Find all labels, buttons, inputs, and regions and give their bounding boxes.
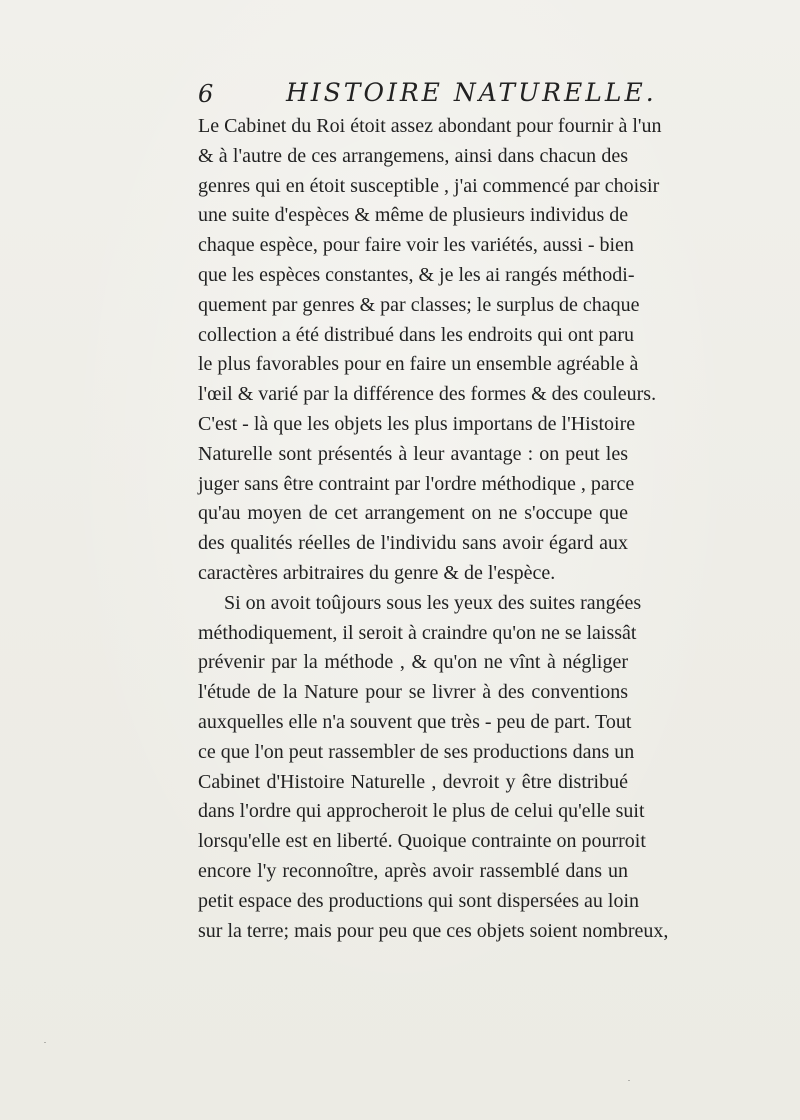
running-title: HISTOIRE NATURELLE. [286,78,657,107]
text-line: chaque espèce, pour faire voir les variétés, aussi - bien [198,234,634,257]
body-text [198,112,669,946]
text-line: l'étude de la Nature pour se livrer à des conventions [198,681,628,704]
text-line: qu'au moyen de cet arrangement on ne s'occupe que [198,502,628,525]
text-line: ce que l'on peut rassembler de ses productions dans un [198,740,635,763]
text-line: petit espace des productions qui sont dispersées au loin [198,889,640,912]
text-line: méthodiquement, il seroit à craindre qu'on ne se laissât [198,621,637,644]
paper-speck [628,1080,630,1081]
text-line: prévenir par la méthode , & qu'on ne vînt à négliger [198,651,628,674]
text-line: genres qui en étoit susceptible , j'ai commencé par choisir [198,174,660,197]
text-line: auxquelles elle n'a souvent que très - peu de part. Tout [198,710,632,733]
text-line: encore l'y reconnoître, après avoir rassemblé dans un [198,859,628,882]
text-line: caractères arbitraires du genre & de l'espèce. [198,561,556,584]
text-line: collection a été distribué dans les endroits qui ont paru [198,323,634,346]
text-line: lorsqu'elle est en liberté. Quoique contrainte on pourroit [198,830,646,853]
text-line: Naturelle sont présentés à leur avantage : on peut les [198,442,628,465]
text-line: & à l'autre de ces arrangemens, ainsi dans chacun des [198,144,628,167]
text-line: quement par genres & par classes; le surplus de chaque [198,293,640,316]
text-line: des qualités réelles de l'individu sans avoir égard aux [198,532,628,555]
paper-speck [44,1042,46,1043]
text-line: l'œil & varié par la différence des formes & des couleurs. [198,383,657,406]
text-line: que les espèces constantes, & je les ai rangés méthodi- [198,263,635,286]
page-header [198,74,657,114]
page-number: 6 [198,80,214,108]
text-line: Le Cabinet du Roi étoit assez abondant pour fournir à l'un [198,115,662,137]
text-line: juger sans être contraint par l'ordre méthodique , parce [198,472,635,495]
text-line: le plus favorables pour en faire un ensemble agréable à [198,353,639,376]
text-line: une suite d'espèces & même de plusieurs individus de [198,204,629,227]
text-line: Si on avoit toûjours sous les yeux des suites rangées [224,591,642,614]
text-line: dans l'ordre qui approcheroit le plus de celui qu'elle suit [198,800,645,823]
text-line: C'est - là que les objets les plus importans de l'Histoire [198,412,636,435]
text-line: Cabinet d'Histoire Naturelle , devroit y être distribué [198,770,628,793]
text-line: sur la terre; mais pour peu que ces objets soient nombreux, [198,919,669,942]
